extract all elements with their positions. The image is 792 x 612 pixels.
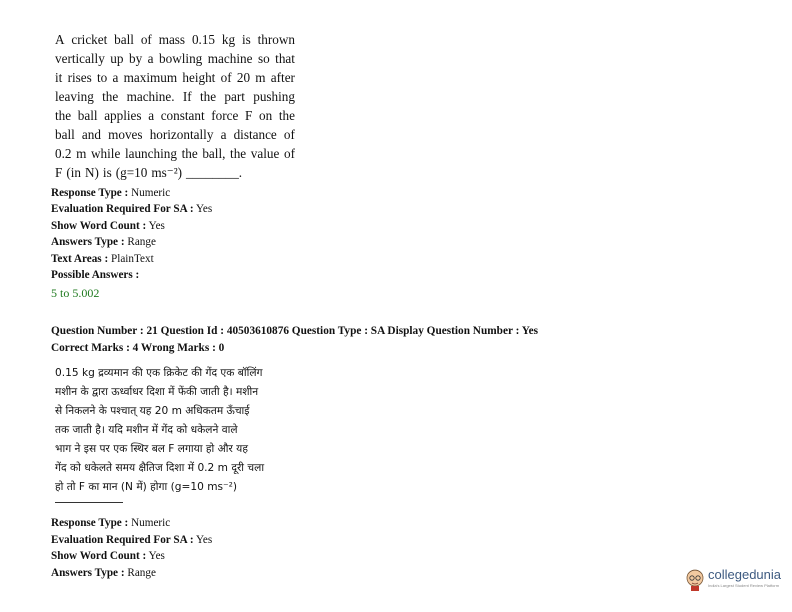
word: on bbox=[259, 108, 273, 123]
word: applies bbox=[104, 108, 142, 123]
word: A bbox=[55, 32, 65, 47]
word: the bbox=[55, 108, 72, 123]
question-line bbox=[55, 163, 295, 182]
word: of bbox=[220, 70, 232, 85]
word: constant bbox=[160, 108, 205, 123]
word: launching bbox=[124, 146, 177, 161]
word: is bbox=[102, 165, 112, 180]
question-line-hindi: तक जाती है। यदि मशीन में गेंद को धकेलने वाले bbox=[55, 424, 238, 436]
question-line bbox=[55, 125, 295, 144]
word: the bbox=[102, 89, 119, 104]
question-line bbox=[55, 68, 295, 87]
question-line-hindi: हो तो F का मान (N में) होगा (g=10 ms⁻²) bbox=[55, 481, 238, 493]
meta-evaluation-required: Evaluation Required For SA : Yes bbox=[51, 203, 213, 215]
question-21-header: Question Number : 21 Question Id : 40503610876 Question Type : SA Display Question Number : Yes bbox=[51, 325, 539, 337]
word: a bbox=[147, 51, 154, 66]
question-line bbox=[55, 87, 295, 106]
word: it bbox=[55, 70, 63, 85]
collegedunia-logo bbox=[684, 563, 788, 597]
word: of bbox=[140, 32, 152, 47]
word: a bbox=[220, 127, 227, 142]
meta-show-word-count: Show Word Count : Yes bbox=[51, 220, 165, 232]
answer-blank bbox=[55, 502, 123, 503]
meta-response-type: Response Type : Numeric bbox=[51, 187, 171, 199]
meta-text-areas: Text Areas : PlainText bbox=[51, 253, 154, 265]
word: bowling bbox=[159, 51, 203, 66]
word: m bbox=[255, 70, 266, 85]
word: ball bbox=[114, 32, 134, 47]
brand-tagline: India's Largest Student Review Platform bbox=[708, 583, 780, 588]
word: a bbox=[148, 108, 155, 123]
word: vertically bbox=[55, 51, 105, 66]
brand-name: collegedunia bbox=[708, 567, 782, 582]
word: rises bbox=[67, 70, 92, 85]
word: mass bbox=[158, 32, 186, 47]
word: a bbox=[112, 70, 119, 85]
question-line-hindi: गेंद को धकेलते समय क्षैतिज दिशा में 0.2 m दूरी चला bbox=[55, 462, 265, 474]
word: ms⁻²) bbox=[151, 165, 183, 180]
word: ball bbox=[55, 127, 75, 142]
word: F bbox=[55, 165, 63, 180]
question-line bbox=[55, 30, 295, 49]
word: is bbox=[241, 32, 251, 47]
word: horizontally bbox=[149, 127, 214, 142]
word: 0.15 bbox=[191, 32, 216, 47]
word: the bbox=[199, 89, 217, 104]
word: that bbox=[275, 51, 295, 66]
word: ball bbox=[77, 108, 98, 123]
word: to bbox=[97, 70, 108, 85]
question-line-hindi: भाग ने इस पर एक स्थिर बल F लगाया हो और यह bbox=[55, 443, 248, 455]
word: ball, bbox=[202, 146, 226, 161]
meta-evaluation-required: Evaluation Required For SA : Yes bbox=[51, 534, 213, 546]
word: up bbox=[110, 51, 124, 66]
question-line-hindi: से निकलने के पश्चात् यह 20 m अधिकतम ऊँचाई bbox=[55, 405, 250, 417]
word: N) bbox=[85, 165, 99, 180]
word: after bbox=[270, 70, 295, 85]
word: machine bbox=[207, 51, 253, 66]
question-line bbox=[55, 49, 295, 68]
word: by bbox=[128, 51, 143, 66]
word: maximum bbox=[123, 70, 178, 85]
word: thrown bbox=[257, 32, 295, 47]
word: F bbox=[245, 108, 253, 123]
word: kg bbox=[221, 32, 236, 47]
question-21-marks: Correct Marks : 4 Wrong Marks : 0 bbox=[51, 342, 225, 354]
word: pushing bbox=[253, 89, 295, 104]
word: and bbox=[81, 127, 101, 142]
mascot-face-icon bbox=[684, 565, 706, 593]
word: while bbox=[91, 146, 121, 161]
word: part bbox=[224, 89, 245, 104]
word: value bbox=[250, 146, 280, 161]
meta-answers-type: Answers Type : Range bbox=[51, 236, 156, 248]
question-line bbox=[55, 106, 295, 125]
word: the bbox=[181, 146, 198, 161]
word: m bbox=[76, 146, 87, 161]
word: of bbox=[283, 146, 295, 161]
meta-possible-answers: Possible Answers : bbox=[51, 269, 140, 281]
possible-answer-value: 5 to 5.002 bbox=[51, 286, 100, 300]
word: 0.2 bbox=[55, 146, 72, 161]
word: moves bbox=[108, 127, 143, 142]
question-line-hindi: मशीन के द्वारा ऊर्ध्वाधर दिशा में फेंकी जाती है। मशीन bbox=[55, 386, 259, 398]
word: distance bbox=[233, 127, 277, 142]
word: cricket bbox=[71, 32, 108, 47]
word: of bbox=[283, 127, 295, 142]
word: (in bbox=[66, 165, 81, 180]
word: the bbox=[278, 108, 295, 123]
meta-answers-type: Answers Type : Range bbox=[51, 567, 156, 579]
word: 20 bbox=[236, 70, 251, 85]
meta-show-word-count: Show Word Count : Yes bbox=[51, 550, 165, 562]
question-line bbox=[55, 144, 295, 163]
word: (g=10 bbox=[115, 165, 148, 180]
word: the bbox=[230, 146, 247, 161]
word: If bbox=[182, 89, 192, 104]
word: ________. bbox=[186, 165, 243, 180]
word: so bbox=[257, 51, 270, 66]
word: leaving bbox=[55, 89, 94, 104]
meta-response-type: Response Type : Numeric bbox=[51, 517, 171, 529]
word: machine. bbox=[126, 89, 175, 104]
word: force bbox=[211, 108, 239, 123]
question-line-hindi: 0.15 kg द्रव्यमान की एक क्रिकेट की गेंद एक बॉलिंग bbox=[55, 367, 263, 379]
word: height bbox=[182, 70, 216, 85]
